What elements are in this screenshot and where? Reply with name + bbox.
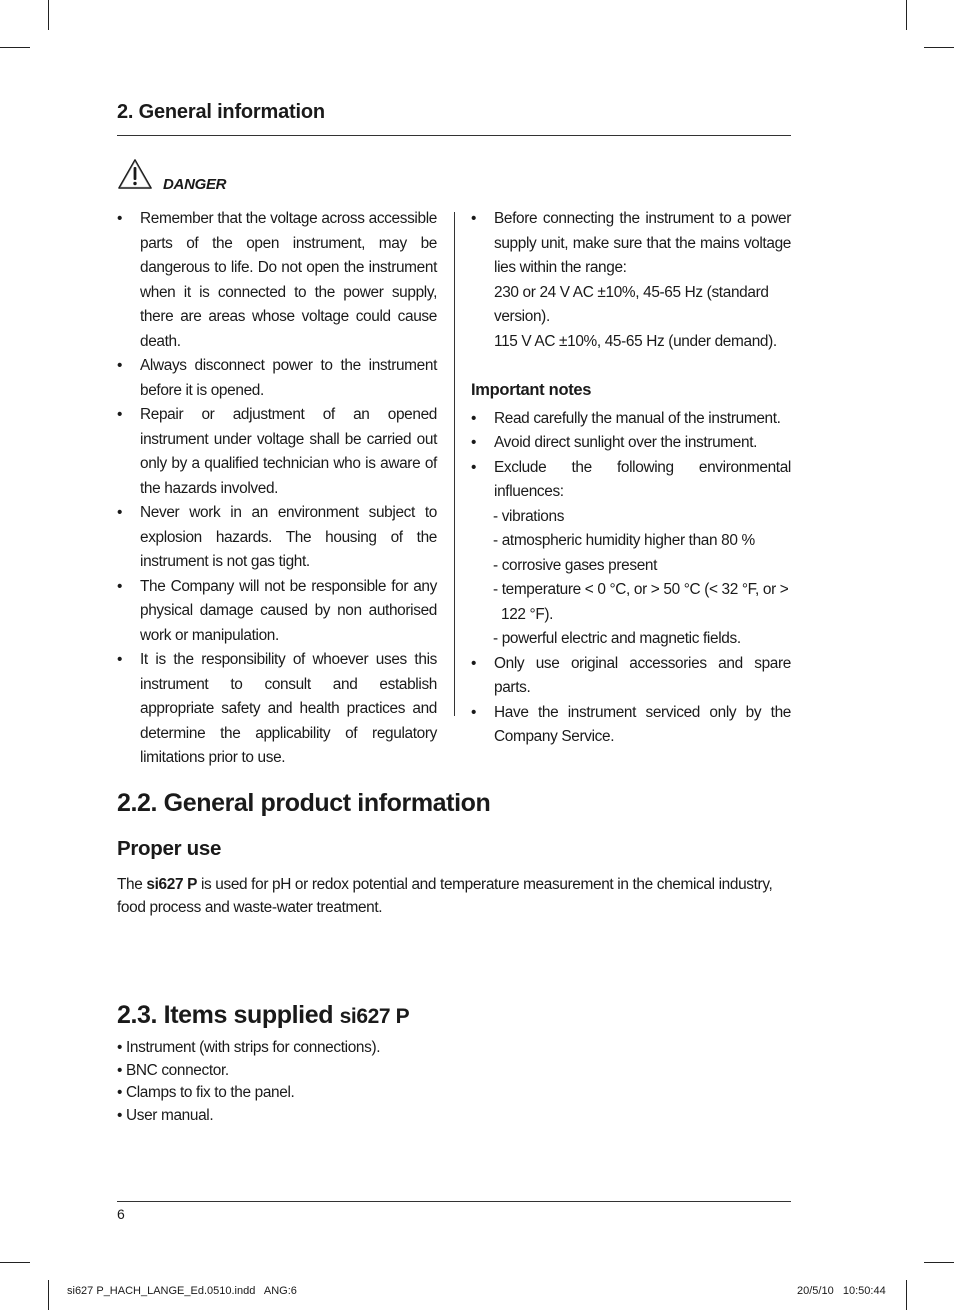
- list-item: - vibrations: [493, 507, 565, 525]
- list-item: - temperature < 0 °C, or > 50 °C (< 32 °F, or > 122 °F).: [493, 581, 789, 623]
- footer-rule: [117, 1201, 791, 1202]
- list-item: • Have the instrument serviced only by the Company Service.: [471, 701, 791, 750]
- text: is used for pH or redox potential and temperature measurement in the chemical industry, food process and waste-water treatment.: [117, 876, 773, 916]
- list-item: - powerful electric and magnetic fields.: [493, 630, 741, 647]
- list-item: • Exclude the following environmental influences:: [471, 456, 791, 505]
- print-slug-date: 20/5/10 10:50:44: [797, 1285, 886, 1297]
- list-item: - atmospheric humidity higher than 80 %: [493, 532, 755, 549]
- list-item: • Repair or adjustment of an opened instrument under voltage shall be carried out only by a qualified technician who is aware of the hazards involved.: [117, 403, 437, 501]
- important-notes-title: Important notes: [471, 381, 592, 399]
- voltage-range-standard: 230 or 24 V AC ±10%, 45-65 Hz (standard version).: [494, 283, 769, 325]
- influences-list: [471, 505, 791, 652]
- header-rule: [117, 135, 791, 136]
- list-item: • Never work in an environment subject to explosion hazards. The housing of the instrument is not gas tight.: [117, 501, 437, 575]
- danger-heading: [117, 158, 226, 195]
- danger-label: DANGER: [163, 176, 227, 193]
- text: 2.3. Items supplied: [117, 1001, 340, 1029]
- important-notes-list: [471, 407, 791, 505]
- section-title: 2. General information: [117, 101, 325, 123]
- column-divider: [454, 212, 455, 716]
- print-slug-file: si627 P_HACH_LANGE_Ed.0510.indd ANG:6: [67, 1285, 297, 1297]
- list-item: • Always disconnect power to the instrument before it is opened.: [117, 354, 437, 403]
- text: The: [117, 876, 147, 893]
- product-info-title: 2.2. General product information: [117, 789, 491, 817]
- list-item: • Avoid direct sunlight over the instrument.: [471, 431, 791, 456]
- list-item: • Before connecting the instrument to a power supply unit, make sure that the mains voltage lies within the range:: [471, 207, 791, 281]
- list-item: • BNC connector.: [117, 1061, 229, 1079]
- model-name: si627 P: [146, 876, 198, 893]
- model-name: si627 P: [339, 1005, 410, 1028]
- items-supplied-list: [117, 1037, 380, 1127]
- voltage-range-demand: 115 V AC ±10%, 45-65 Hz (under demand).: [494, 332, 777, 350]
- items-supplied-title: [117, 1001, 409, 1030]
- list-item: • Remember that the voltage across accessible parts of the open instrument, may be dangerous to life. Do not open the instrument when it is connected to the power supply, there are areas whose voltage could cause death.: [117, 207, 437, 354]
- list-item: • Only use original accessories and spare parts.: [471, 652, 791, 701]
- danger-list-left: [117, 207, 437, 771]
- list-item: - corrosive gases present: [493, 556, 658, 574]
- page-number: 6: [117, 1206, 125, 1222]
- list-item: • It is the responsibility of whoever uses this instrument to consult and establish appropriate safety and health practices and determine the applicability of regulatory limitations prior to use.: [117, 648, 437, 771]
- right-column: [471, 207, 791, 750]
- list-item: • The Company will not be responsible for any physical damage caused by non authorised work or manipulation.: [117, 575, 437, 649]
- proper-use-text: [117, 873, 792, 919]
- list-item: • Instrument (with strips for connections).: [117, 1039, 381, 1056]
- warning-triangle-icon: [117, 158, 153, 195]
- proper-use-title: Proper use: [117, 837, 222, 860]
- list-item: • Read carefully the manual of the instrument.: [471, 407, 791, 432]
- list-item: • Clamps to fix to the panel.: [117, 1084, 295, 1101]
- list-item: • User manual.: [117, 1106, 214, 1124]
